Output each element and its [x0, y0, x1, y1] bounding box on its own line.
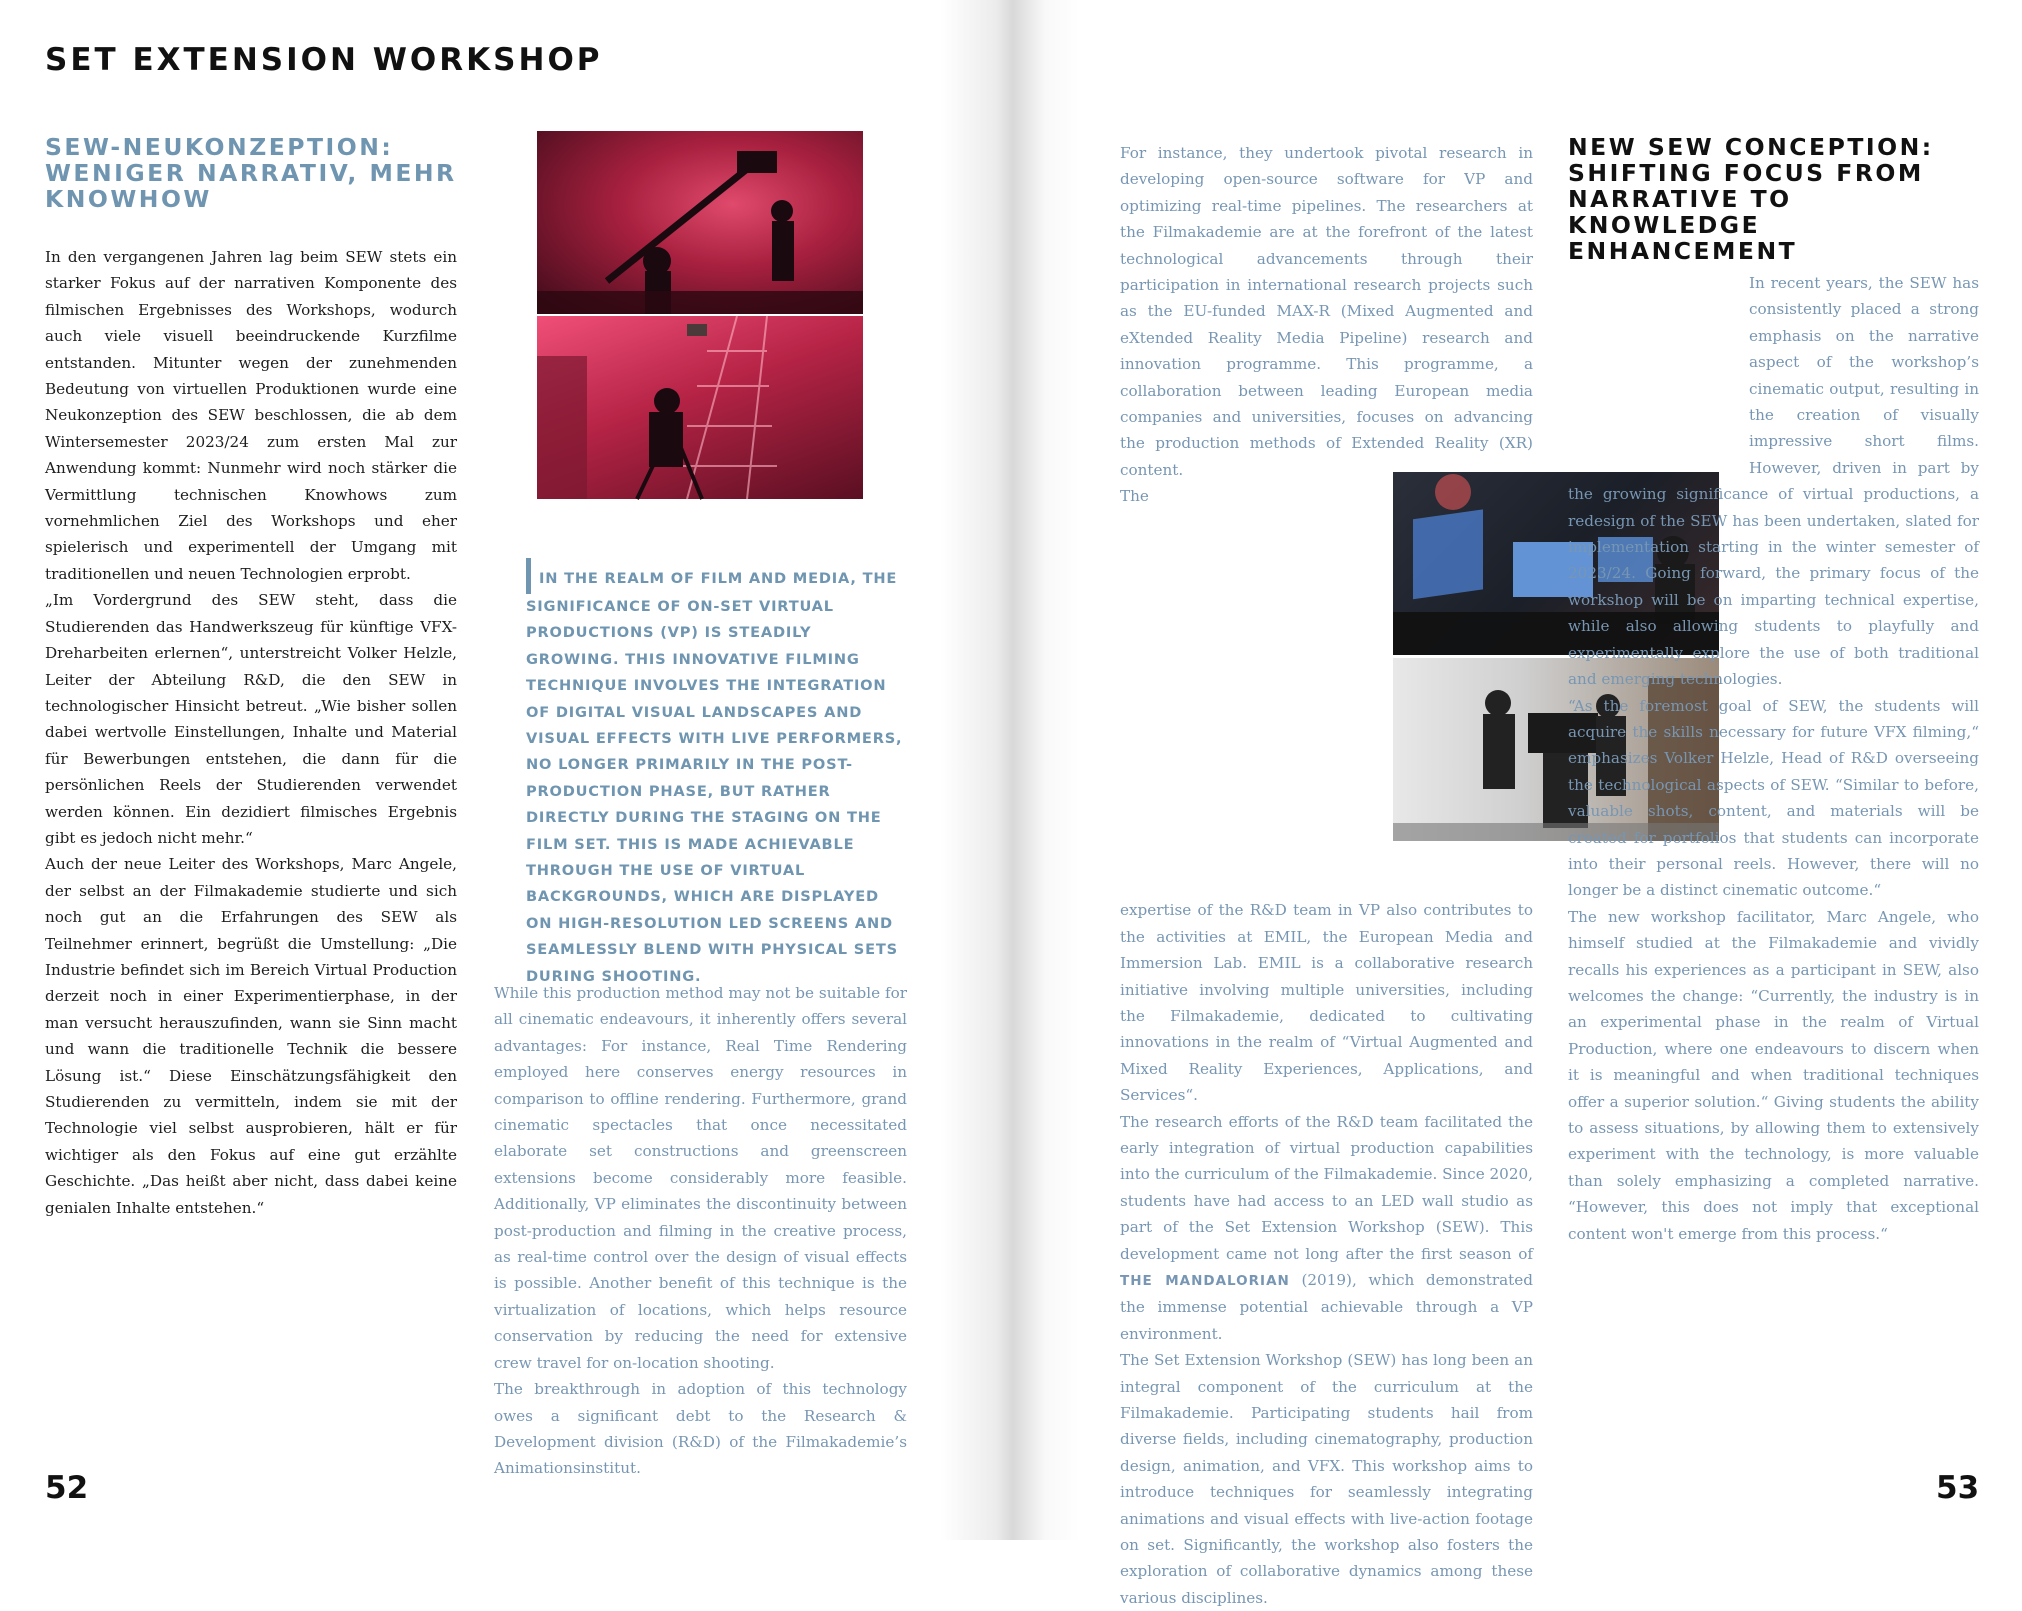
col1-wrap-paragraph: The expertise of the R&D team in VP also contributes to the activities at EMIL, the European Media and Immersion Lab. EMIL is a collaborative research initiative involving multiple universities, including the Filmakademie, dedicated to cultivating innovations in the realm of “Virtual Augmented and Mixed Reality Experiences, Applications, and Services“.	[1120, 487, 1533, 1105]
german-paragraph: In den vergangenen Jahren lag beim SEW stets ein starker Fokus auf der narrativen Komponente des filmischen Ergebnisses des Workshops, wodurch auch viele visuell beeindruckende Kurzfilme entstanden. Mitunter wegen der zunehmenden Bedeutung von virtuellen Produktionen wurde eine Neukonzeption des SEW beschlossen, die ab dem Wintersemester 2023/24 zum ersten Mal zur Anwendung kommt: Nunmehr wird noch stärker die Vermittlung technischen Knowhows zum vornehmlichen Ziel des Workshops und eher spielerisch und experimentell der Umgang mit traditionellen und neuen Technologien erprobt.	[45, 248, 457, 583]
pull-quote	[526, 558, 910, 990]
col1-last-paragraph: The Set Extension Workshop (SEW) has long been an integral component of the curriculum at the Filmakademie. Participating students hail from diverse fields, including cinematography, production design, animation, and VFX. This workshop aims to introduce techniques for seamlessly integrating animations and visual effects with live-action footage on set. Significantly, the workshop also fosters the exploration of collaborative dynamics among these various disciplines.	[1120, 1351, 1533, 1607]
english-paragraph: The breakthrough in adoption of this technology owes a significant debt to the Research & Development division (R&D) of the Filmakademie’s Animationsinstitut.	[494, 1380, 907, 1478]
led-staircase-photo	[537, 316, 863, 499]
page-number-right: 53	[1936, 1470, 1980, 1506]
col2-paragraph: “As the foremost goal of SEW, the students will acquire the skills necessary for future VFX filming,“ emphasizes Volker Helzle, Head of R&D overseeing the technological aspects of SEW. “Similar to before, valuable shots, content, and materials will be created for portfolios that students can incorporate into their personal reels. However, there will no longer be a distinct cinematic outcome.“	[1568, 696, 1979, 900]
camera-operator-icon	[537, 316, 863, 499]
section-title: SET EXTENSION WORKSHOP	[45, 42, 603, 78]
col2-paragraph: The new workshop facilitator, Marc Angele, who himself studied at the Filmakademie and vividly recalls his experiences as a participant in SEW, also welcomes the change: “Currently, the industry is in an experimental phase in the realm of Virtual Production, where one endeavours to discern when it is meaningful and when traditional techniques offer a superior solution.“ Giving students the ability to assess situations, by allowing them to extensively experiment with the technology, is more valuable than solely emphasizing a completed narrative. “However, this does not imply that exceptional content won't emerge from this process.“	[1568, 907, 1979, 1243]
mandalorian-title: THE MANDALORIAN	[1120, 1272, 1290, 1289]
image-wrap-spacer-2	[1554, 318, 1737, 478]
german-article	[45, 244, 457, 1221]
led-stage-photo	[537, 131, 863, 314]
col2-paragraph: In recent years, the SEW has consistently placed a strong emphasis on the narrative aspect of the workshop’s cinematic output, resulting in the creation of visually impressive short films. However, driven in part by the growing significance of virtual productions, a redesign of the SEW has been undertaken, slated for implementation starting in the winter semester of 2023/24. Going forward, the primary focus of the workshop will be on imparting technical expertise, while also allowing students to playfully and experimentally explore the use of both traditional and emerging technologies.	[1568, 274, 1979, 689]
english-paragraph: While this production method may not be suitable for all cinematic endeavours, it inherently offers several advantages: For instance, Real Time Rendering employed here conserves energy resources in comparison to offline rendering. Furthermore, grand cinematic spectacles that once necessitated elaborate set constructions and greenscreen extensions become considerably more feasible. Additionally, VP eliminates the discontinuity between post-production and filming in the creative process, as real-time control over the design of visual effects is possible. Another benefit of this technique is the virtualization of locations, which helps resource conservation by reducing the need for extensive crew travel for on-location shooting.	[494, 984, 907, 1372]
english-heading: NEW SEW CONCEPTION: SHIFTING FOCUS FROM NARRATIVE TO KNOWLEDGE ENHANCEMENT	[1568, 133, 1934, 265]
quote-bar	[526, 558, 531, 594]
page-number-left: 52	[45, 1470, 89, 1506]
english-column-2	[1568, 270, 1979, 1247]
left-page	[0, 0, 1000, 1540]
workshop-photo-collage	[537, 131, 863, 499]
english-column-1	[1120, 140, 1533, 1611]
camera-crane-icon	[537, 131, 863, 314]
right-page	[1000, 0, 2022, 1607]
german-paragraph: „Im Vordergrund des SEW steht, dass die Studierenden das Handwerkszeug für künftige VFX-Dreharbeiten erlernen“, unterstreicht Volker Helzle, Leiter der Abteilung R&D, die den SEW in technologischer Hinsicht betreut. „Wie bisher sollen dabei wertvolle Einstellungen, Inhalte und Material für Bewerbungen entstehen, die dann für die persönlichen Reels der Studierenden verwendet werden können. Ein dezidiert filmisches Ergebnis gibt es jedoch nicht mehr.“	[45, 591, 457, 847]
col1-top-paragraph: For instance, they undertook pivotal research in developing open-source software for VP and optimizing real-time pipelines. The researchers at the Filmakademie are at the forefront of the latest technological advancements through their participation in international research projects such as the EU-funded MAX-R (Mixed Augmented and eXtended Reality Media Pipeline) research and innovation programme. This programme, a collaboration between leading European media companies and universities, focuses on advancing the production methods of Extended Reality (XR) content.	[1120, 144, 1533, 479]
english-intro	[494, 980, 907, 1482]
german-paragraph: Auch der neue Leiter des Workshops, Marc Angele, der selbst an der Filmakademie studierte und sich noch gut an die Erfahrungen des SEW als Teilnehmer erinnert, begrüßt die Umstellung: „Die Industrie befindet sich im Bereich Virtual Production derzeit noch in einer Experimentierphase, in der man versucht herauszufinden, wann sie Sinn macht und wann die traditionelle Technik die bessere Lösung ist.“ Diese Einschätzungsfähigkeit den Studierenden zu vermitteln, indem sie mit der Technologie viel selbst ausprobieren, hält er für wichtiger als den Fokus auf eine gut erzählte Geschichte. „Das heißt aber nicht, dass dabei keine genialen Inhalte entstehen.“	[45, 855, 457, 1217]
pull-quote-text: IN THE REALM OF FILM AND MEDIA, THE SIGNIFICANCE OF ON-SET VIRTUAL PRODUCTIONS (VP) IS STEADILY GROWING. THIS INNOVATIVE FILMING TECHNIQUE INVOLVES THE INTEGRATION OF DIGITAL VISUAL LANDSCAPES AND VISUAL EFFECTS WITH LIVE PERFORMERS, NO LONGER PRIMARILY IN THE POST-PRODUCTION PHASE, BUT RATHER DIRECTLY DURING THE STAGING ON THE FILM SET. THIS IS MADE ACHIEVABLE THROUGH THE USE OF VIRTUAL BACKGROUNDS, WHICH ARE DISPLAYED ON HIGH-RESOLUTION LED SCREENS AND SEAMLESSLY BLEND WITH PHYSICAL SETS DURING SHOOTING.	[526, 570, 903, 985]
col1-wrap-paragraph: The research efforts of the R&D team facilitated the early integration of virtual production capabilities into the curriculum of the Filmakademie. Since 2020, students have had access to an LED wall studio as part of the Set Extension Workshop (SEW). This development came not long after the first season of THE MANDALORIAN (2019), which demonstrated the immense potential achievable through a VP environment.	[1120, 1112, 1533, 1343]
german-heading: SEW-NEUKONZEPTION: WENIGER NARRATIV, MEHR KNOWHOW	[45, 133, 457, 213]
